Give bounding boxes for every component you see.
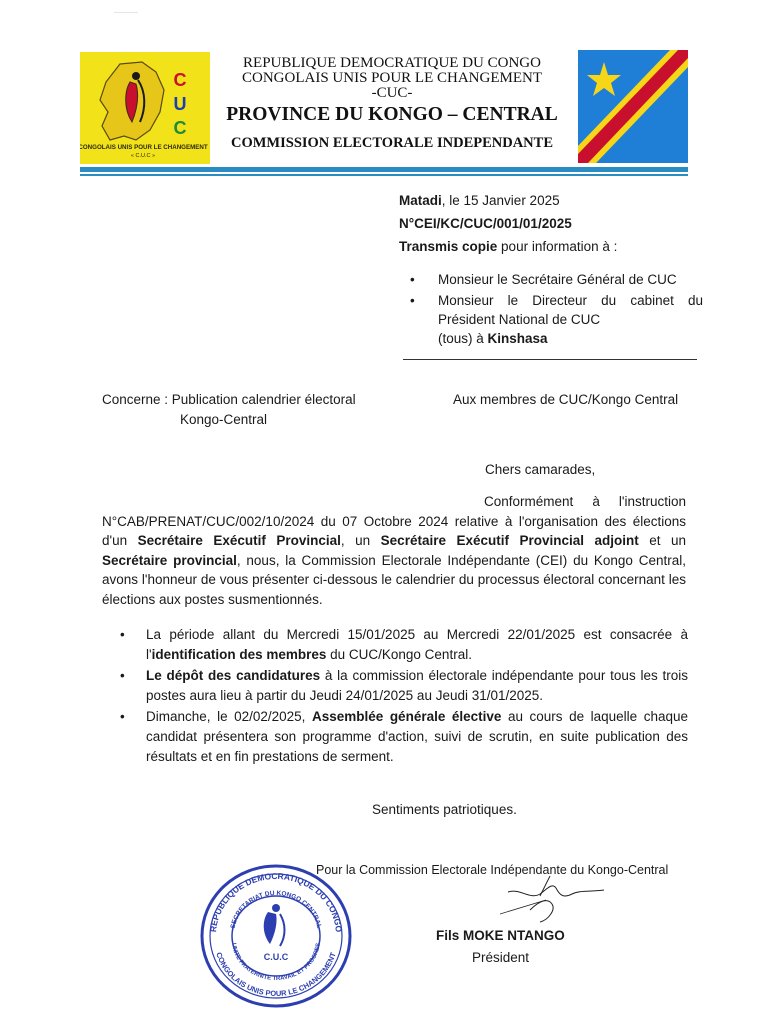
- p1-bold-3: Secrétaire provincial: [102, 552, 237, 568]
- p1-text: Conformément à l'instruction N°CAB/PRENAT/CUC/002/10/2024 du 07 Octobre 2024 relative à l'organisation des élections d'un: [102, 494, 686, 548]
- drc-flag-graphic: [578, 50, 688, 163]
- p1-text-3: et un: [638, 533, 686, 548]
- header-line-3: -CUC-: [371, 85, 413, 101]
- subject-label: Concerne :: [102, 392, 172, 407]
- logo-caption-2: « C.U.C »: [130, 153, 156, 159]
- copy-line: [399, 235, 699, 258]
- header-rule: [80, 167, 688, 172]
- signature-for-line: Pour la Commission Electorale Indépendante du Kongo-Central: [316, 863, 669, 877]
- reference-number: [399, 212, 699, 235]
- recipient: Aux membres de CUC/Kongo Central: [453, 392, 679, 407]
- tous-city: Kinshasa: [487, 331, 548, 346]
- header-line-1: REPUBLIQUE DEMOCRATIQUE DU CONGO: [243, 55, 541, 71]
- official-stamp: [196, 860, 356, 1015]
- list-item: [118, 625, 688, 665]
- p1-text-4: , nous, la Commission Electorale Indépendante (CEI) du Kongo Central, avons l'honneur de vous présenter ci-dessous le calendrier du processus électoral concernant les élections aux postes susmentionnés.: [102, 552, 687, 607]
- subject-line-2: Kongo-Central: [180, 412, 268, 427]
- logo-letter-c1: C: [173, 70, 187, 90]
- list-item: [408, 270, 703, 289]
- p1-bold-1: Secrétaire Exécutif Provincial: [137, 533, 341, 548]
- header-commission: COMMISSION ELECTORALE INDEPENDANTE: [230, 135, 553, 151]
- logo-letter-c2: C: [173, 118, 187, 138]
- body-paragraph: [102, 492, 686, 609]
- bullet-3-pre: Dimanche, le 02/02/2025,: [146, 709, 312, 724]
- bullet-1-bold: identification des membres: [151, 647, 327, 662]
- bullet: •: [120, 668, 125, 683]
- p1-bold-2: Secrétaire Exécutif Provincial adjoint: [380, 533, 639, 548]
- bullet-2-post: à la commission électorale indépendante pour tous les trois postes aura lieu à partir du Jeudi 24/01/2025 au Jeudi 31/01/2025.: [146, 668, 688, 703]
- subject: [102, 390, 402, 430]
- party-logo: [80, 52, 210, 164]
- copy-recipient-1: Monsieur le Secrétaire Général de CUC: [438, 272, 677, 287]
- header-rule-thin: [80, 174, 688, 176]
- drc-flag: [578, 50, 688, 163]
- signatory-name: Fils MOKE NTANGO: [436, 928, 565, 943]
- date: , le 15 Janvier 2025: [441, 193, 560, 208]
- bullet: •: [410, 293, 415, 308]
- list-item: [408, 291, 703, 348]
- copy-list: [408, 270, 703, 350]
- letterhead: [214, 56, 570, 153]
- stamp-center-text: C.U.C: [263, 952, 289, 962]
- bullet: •: [410, 272, 415, 287]
- tous-prefix: (tous) à: [438, 331, 488, 346]
- bullet-3-bold: Assemblée générale élective: [311, 709, 502, 724]
- signatory-title: Président: [472, 950, 530, 965]
- closing: Sentiments patriotiques.: [372, 802, 517, 817]
- signature-graphic: [500, 870, 620, 930]
- header-province: PROVINCE DU KONGO – CENTRAL: [226, 104, 558, 125]
- copy-label: Transmis copie: [399, 239, 498, 254]
- bullet: •: [120, 627, 125, 642]
- date-line: [399, 189, 699, 212]
- paragraph-text: [102, 492, 686, 609]
- list-item: [118, 707, 688, 767]
- subject-text-1: Publication calendrier électoral: [171, 392, 356, 407]
- copy-recipient-2: Monsieur le Directeur du cabinet du Président National de CUC: [438, 293, 703, 327]
- reference-text: N°CEI/KC/CUC/001/01/2025: [399, 216, 572, 231]
- corner-mark: [114, 12, 138, 23]
- stamp-bottom-outer-text: CONGOLAIS UNIS POUR LE CHANGEMENT: [214, 951, 338, 999]
- bullet: •: [120, 709, 125, 724]
- bullet-2-bold: Le dépôt des candidatures: [146, 668, 321, 683]
- list-item: [118, 666, 688, 706]
- bullet-1-post: du CUC/Kongo Central.: [326, 647, 472, 662]
- svg-text:UNITE FRATERNITE TRAVAIL ET PR: [230, 943, 322, 982]
- greeting: Chers camarades,: [485, 462, 596, 477]
- header-line-2: CONGOLAIS UNIS POUR LE CHANGEMENT: [242, 70, 542, 86]
- bullet-3-post: au cours de laquelle chaque candidat présentera son programme d'action, suivi de scrutin, en suite publication des résultats et en fin prestations de serment.: [146, 709, 688, 764]
- copy-rest: pour information à :: [497, 239, 618, 254]
- bullet-1-pre: La période allant du Mercredi 15/01/2025 au Mercredi 22/01/2025 est consacrée à l': [146, 627, 688, 662]
- party-logo-graphic: [80, 52, 210, 164]
- subject-line-1: [102, 390, 402, 410]
- stamp-outer-text: REPUBLIQUE DEMOCRATIQUE DU CONGO: [208, 870, 344, 933]
- signature: [500, 870, 620, 935]
- logo-letter-u: U: [173, 94, 187, 114]
- p1-text-2: , un: [340, 533, 381, 548]
- stamp-inner-text: SECRETARIAT DU KONGO CENTRAL: [229, 889, 323, 930]
- stamp-graphic: [196, 860, 356, 1010]
- letter-meta: [399, 189, 699, 258]
- meta-rule: [403, 359, 697, 360]
- place: Matadi: [399, 193, 442, 208]
- stamp-bottom-text: UNITE FRATERNITE TRAVAIL ET PROGRES: [230, 942, 322, 983]
- calendar-list: [118, 625, 688, 768]
- logo-caption: CONGOLAIS UNIS POUR LE CHANGEMENT: [80, 144, 208, 151]
